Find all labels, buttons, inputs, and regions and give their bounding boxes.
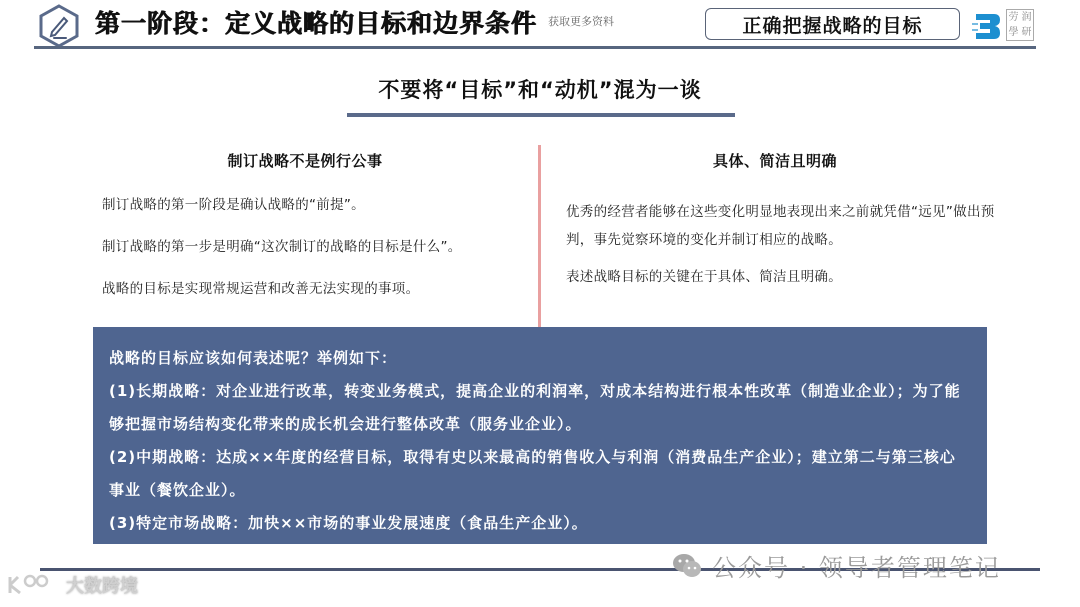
wechat-watermark — [672, 548, 1001, 583]
right-paragraph: 表述战略目标的关键在于具体、简洁且明确。 — [566, 269, 842, 285]
small-watermark: 获取更多资料 — [548, 15, 614, 28]
right-column-heading: 具体、简洁且明确 — [712, 152, 837, 170]
example-item: (2)中期战略：达成××年度的经营目标，取得有史以来最高的销售收入与利润（消费品生产企业）；建立第二与第三核心事业（餐饮企业）。 — [109, 448, 956, 499]
wechat-icon — [672, 553, 702, 579]
seal-char: 學 — [1008, 27, 1019, 38]
example-item: (1)长期战略：对企业进行改革，转变业务模式，提高企业的利润率，对成本结构进行根本性改革（制造业企业）；为了能够把握市场结构变化带来的成长机会进行整体改革（服务业企业）。 — [109, 382, 961, 433]
left-paragraph: 制订战略的第一阶段是确认战略的“前提”。 — [102, 197, 365, 213]
seal-char: 研 — [1021, 27, 1032, 38]
page-title: 第一阶段：定义战略的目标和边界条件 — [95, 9, 538, 38]
left-column-heading: 制订战略不是例行公事 — [227, 152, 383, 170]
seal-stamp — [1006, 9, 1034, 41]
left-paragraph: 战略的目标是实现常规运营和改善无法实现的事项。 — [102, 281, 420, 297]
subtitle-underline — [347, 113, 735, 117]
example-box — [93, 327, 987, 544]
bottom-left-watermark-text: 大数跨境 — [66, 576, 138, 597]
bottom-left-watermark — [6, 572, 138, 598]
wechat-watermark-text: 公众号 · 领导者管理笔记 — [712, 554, 1001, 582]
seal-char: 润 — [1021, 12, 1032, 23]
pencil-hexagon-icon — [38, 4, 80, 48]
example-intro: 战略的目标应该如何表述呢？举例如下： — [109, 349, 398, 367]
seal-char: 劳 — [1008, 12, 1019, 23]
right-paragraph: 优秀的经营者能够在这些变化明显地表现出来之前就凭借“远见”做出预判，事先觉察环境的变化并制订相应的战略。 — [566, 204, 995, 248]
brand-logo-icon — [972, 10, 1002, 42]
section-subtitle: 不要将“目标”和“动机”混为一谈 — [378, 78, 702, 102]
header-divider — [34, 46, 1036, 49]
brand-watermark-logo-icon — [6, 573, 62, 597]
left-paragraph: 制订战略的第一步是明确“这次制订的战略的目标是什么”。 — [102, 239, 462, 255]
column-divider — [538, 145, 541, 327]
example-item: (3)特定市场战略：加快××市场的事业发展速度（食品生产企业）。 — [109, 514, 588, 532]
topic-box: 正确把握战略的目标 — [705, 8, 960, 40]
